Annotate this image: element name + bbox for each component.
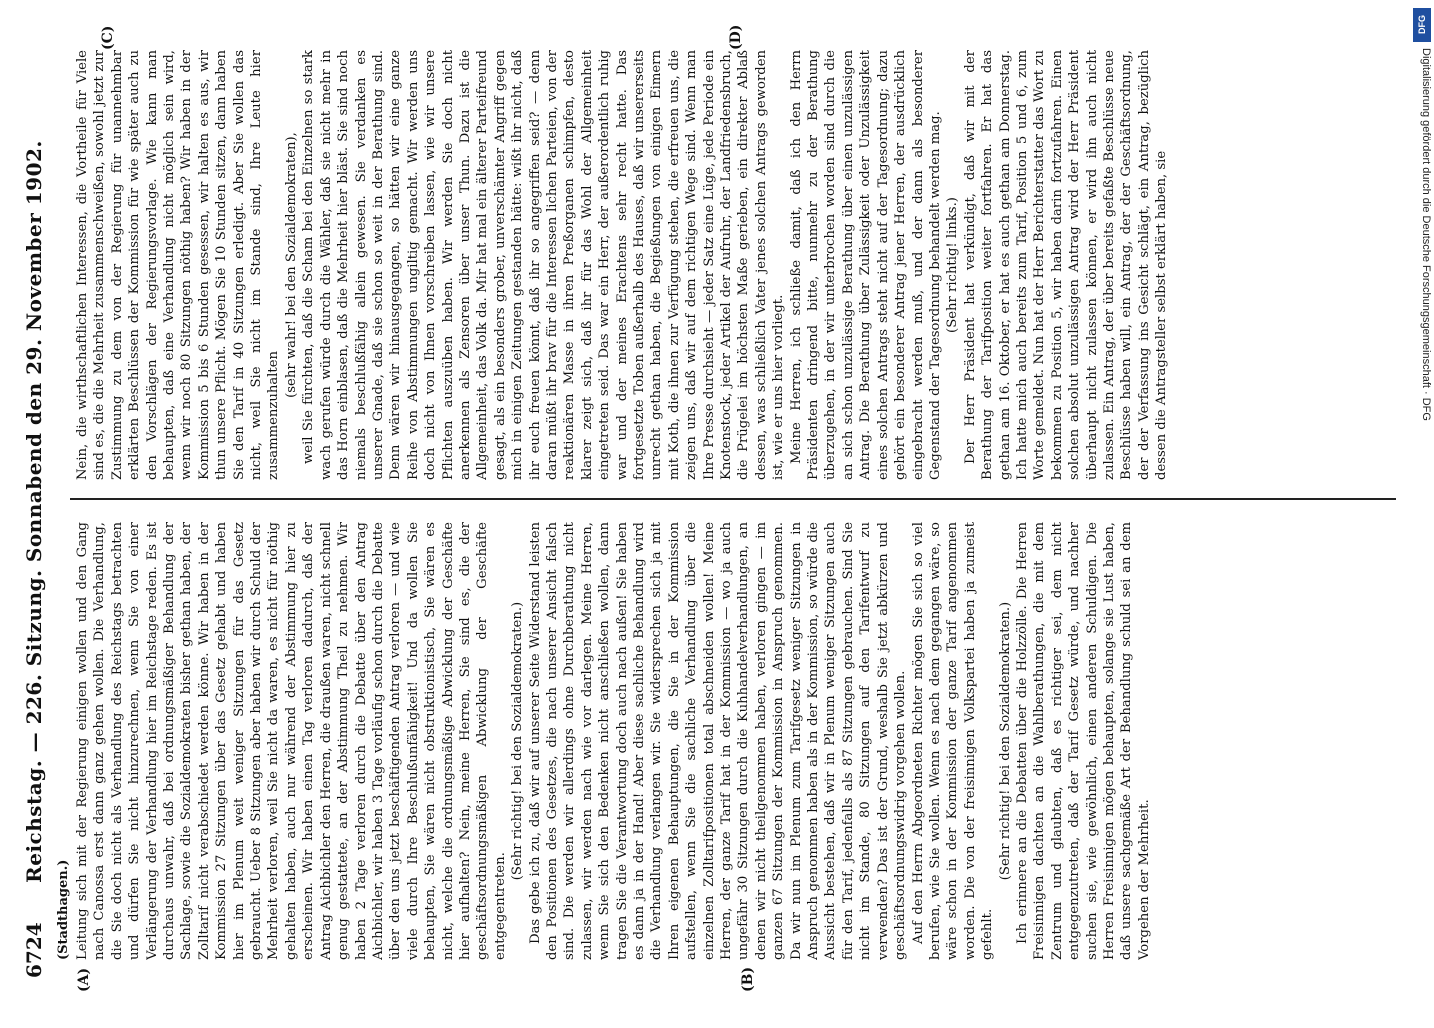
left-column	[74, 522, 1400, 960]
paragraph: Meine Herren, ich schließe damit, daß ich den Herrn Präsidenten dringend bitte, nunmehr zu der Berathung überzugehen, in der wir unterbrochen worden sind durch die an sich schon unzulässige Berathung über einen unzulässigen Antrag. Die Berathung über Zulässigkeit oder Unzulässigkeit eines solchen Antrags steht nicht auf der Tagesordnung; dazu gehört ein besonderer Antrag jener Herren, der ausdrücklich eingebracht werden muß, und der dann als besonderer Gegenstand der Tagesordnung behandelt werden mag.	[788, 50, 943, 480]
interjection: (Sehr richtig! links.)	[945, 197, 961, 333]
margin-marker-d: (D)	[728, 24, 744, 50]
credit-text: Digitalisierung gefördert durch die Deutsche Forschungsgemeinschaft · DFG	[1420, 48, 1432, 421]
page-header	[22, 45, 52, 978]
digitization-credit	[1416, 48, 1434, 1028]
right-column	[74, 50, 1400, 480]
paragraph: Leitung sich mit der Regierung einigen wollen und den Gang nach Canossa erst dann ganz gehen wollen. Die Verhandlung, die Sie doch nicht als Verhandlung des Reichstags betrachten und dürfen Sie nicht hinzurechnen, wenn Sie von einer Verlängerung der Verhandlung hier im Reichstage reden. Es ist durchaus unwahr, daß bei ordnungsmäßiger Behandlung der Sachlage, sowie die Sozialdemokraten bisher gethan haben, der Zolltarif nicht verabschiedet werden könne. Wir haben in der Kommission 27 Sitzungen über das Gesetz gehabt und haben hier im Plenum weit weniger Sitzungen für das Gesetz gebraucht. Ueber 8 Sitzungen aber haben wir durch Schuld der Mehrheit verloren, weil Sie nicht da waren, es nicht für nöthig gehalten haben, auch nur während der Abstimmung hier zu erscheinen. Wir haben einen Tag verloren dadurch, daß der Antrag Aichbichler den Herren, die draußen waren, nicht schnell genug gestattete, an der Abstimmung Theil zu nehmen. Wir haben 2 Tage verloren durch die Debatte über den Antrag Aichbichler, wir haben 3 Tage vorläufig schon durch die Debatte über den uns jetzt beschäftigenden Antrag verloren — und wie viele durch Ihre Beschlußunfähigkeit! Und da wollen Sie behaupten, Sie wären nicht obstruktionistisch, Sie wären es nicht, welche die ordnungsmäßige Abwicklung der Geschäfte hier aufhalten? Nein, meine Herren, Sie sind es, die der geschäftsordnungsmäßigen Abwicklung der Geschäfte entgegentreten.	[75, 522, 508, 960]
paragraph: Auf den Herrn Abgeordneten Richter mögen Sie sich so viel berufen, wie Sie wollen. Wenn es nach dem gegangen wäre, so wäre schon in der Kommission der ganze Tarif angenommen worden. Die von der freisinnigen Volkspartei haben ja zumeist gefehlt.	[910, 522, 996, 960]
running-head: (Stadthagen.)	[56, 859, 71, 960]
interjection: (sehr wahr! bei den Sozialdemokraten),	[283, 132, 299, 398]
page-number: 6724	[22, 922, 46, 978]
document-page	[0, 25, 1410, 1000]
dfg-logo: DFG	[1413, 8, 1431, 42]
paragraph: Der Herr Präsident hat verkündigt, daß wir mit der Berathung der Tarifposition weiter fortfahren. Er hat das gethan am 16. Oktober, er hat es auch gethan am Donnerstag. Ich hatte mich auch bereits zum Tarif, Position 5 und 6, zum Worte gemeldet. Nun hat der Herr Berichterstatter das Wort zu bekommen zu Position 5, wir haben darin fortzufahren. Einen solchen absolut unzulässigen Antrag wird der Herr Präsident überhaupt nicht zulassen können, er wird ihn auch nicht zulassen. Ein Antrag, der über bereits gefaßte Beschlüsse neue Beschlüsse haben will, ein Antrag, der der Geschäftsordnung, der der Verfassung ins Gesicht schlägt, ein Antrag, bezüglich dessen die Antragsteller selbst erklärt haben, sie	[962, 50, 1170, 480]
margin-marker-c: (C)	[100, 25, 116, 50]
margin-marker-a: (A)	[76, 967, 92, 992]
margin-marker-b: (B)	[740, 966, 756, 992]
column-divider	[70, 498, 1396, 500]
interjection: (Sehr richtig! bei den Sozialdemokraten.)	[997, 601, 1013, 881]
paragraph: Das gebe ich zu, daß wir auf unserer Seite Widerstand leisten den Positionen des Gesetzes, die nach unserer Ansicht falsch sind. Die werden wir allerdings ohne Durchberathung nicht zulassen, wir werden nach wie vor darlegen. Meine Herren, wenn Sie sich den Bedenken nicht anschließen wollen, dann tragen Sie die Verantwortung doch auch nach außen! Sie haben es dann ja in der Hand! Aber diese sachliche Behandlung wird die Verhandlung verlangen wir. Sie widersprechen sich ja mit Ihren eigenen Behauptungen, die Sie in der Kommission aufstellen, wenn Sie die sachliche Verhandlung über die einzelnen Zolltarifpositionen total abschneiden wollen! Meine Herren, der ganze Tarif hat in der Kommission — wo ja auch ungefähr 30 Sitzungen durch die Kuhhandelverhandlungen, an denen wir nicht theilgenommen haben, verloren gingen — im ganzen 67 Sitzungen der Kommission in Anspruch genommen. Da wir nun im Plenum zum Tarifgesetz weniger Sitzungen in Anspruch genommen haben als in der Kommission, so würde die Aussicht bestehen, daß wir in Plenum weniger Sitzungen auch für den Tarif, jedenfalls als 87 Sitzungen gebrauchen. Sind Sie nicht im Stande, 80 Sitzungen auf den Tarifentwurf zu verwenden? Das ist der Grund, weshalb Sie jetzt abkürzen und geschäftsordnungswidrig vorgehen wollen.	[527, 522, 909, 960]
interjection: (Sehr richtig! bei den Sozialdemokraten.)	[510, 601, 526, 881]
page-title: Reichstag. — 226. Sitzung. Sonnabend den 29. November 1902.	[22, 140, 46, 883]
paragraph: Nein, die wirthschaftlichen Interessen, die Vortheile für Viele sind es, die die Mehrheit zusammenschweißen, sowohl jetzt zur Zustimmung zu dem von der Regierung für unannehmbar erklärten Beschlüssen der Kommission für wie später auch zu den Vorschlägen der Regierungsvorlage. Wie kann man behaupten, daß eine Verhandlung nicht möglich sein wird, wenn wir noch 80 Sitzungen nöthig haben? Wir haben in der Kommission 5 bis 6 Stunden gesessen, wir halten es aus, wir thun unsere Pflicht. Mögen Sie 10 Stunden sitzen, dann haben Sie den Tarif in 40 Sitzungen erledigt. Aber Sie wollen das nicht, weil Sie nicht im Stande sind, Ihre Leute hier zusammenzuhalten	[75, 50, 282, 480]
paragraph: weil Sie fürchten, daß die Scham bei den Einzelnen so stark wach gerufen würde durch die Wähler, daß sie nicht mehr in das Horn einblasen, daß die Mehrheit hier bläst. Sie sind noch niemals beschlußfähig allein gewesen. Sie verdanken es unserer Gnade, daß sie schon so weit in der Berathung sind. Denn wären wir hinausgegangen, so hätten wir eine ganze Reihe von Abstimmungen ungiltig gemacht. Wir werden uns doch nicht von Ihnen vorschreiben lassen, wie wir unsere Pflichten auszuüben haben. Wir werden Sie doch nicht anerkennen als Zensoren über unser Thun. Dazu ist die Allgemeinheit, das Volk da. Mir hat mal ein älterer Parteifreund gesagt, als ein besonders grober, unverschämter Angriff gegen mich in einigen Zeitungen gestanden hätte: wißt ihr nicht, daß ihr euch freuen könnt, daß ihr so angegriffen seid? — denn daran müßt ihr brav für die Interessen lichen Parteien, von der reaktionären Masse in ihren Preßorganen schimpfen, desto klarer zeigt sich, daß ihr für das Wohl der Allgemeinheit eingetreten seid. Das war ein Herr, der außerordentlich ruhig war und der meines Erachtens sehr recht hatte. Das fortgesetzte Toben außerhalb des Hauses, daß wir unsererseits unrecht gethan haben, die Begießungen von einigen Eimern mit Koth, die ihnen zur Verfügung stehen, die erfreuen uns, die zeigen uns, daß wir auf dem richtigen Wege sind. Wenn man Ihre Presse durchsieht — jeder Satz eine Lüge, jede Periode ein Knotenstock, jeder Artikel der Aufruhr, der Landfriedensbruch, die Prügelei im höchsten Maße gerieben, ein direkter Ablaß dessen, was schließlich Vater jenes solchen Antrags geworden ist, wie er uns hier vorliegt.	[301, 50, 787, 480]
paragraph: Ich erinnere an die Debatten über die Holzzölle. Die Herren Freisinnigen dachten an die Wahlberathungen, die mit dem Zentrum und glaubten, daß es richtiger sei, dem nicht entgegenzutreten, daß der Tarif Gesetz würde, und nachher suchen sie, wie gewöhnlich, einen anderen Schuldigen. Die Herren Freisinnigen mögen behaupten, solange sie Lust haben, daß unsere sachgemäße Art der Behandlung schuld sei an dem Vorgehen der Mehrheit.	[1014, 522, 1152, 960]
